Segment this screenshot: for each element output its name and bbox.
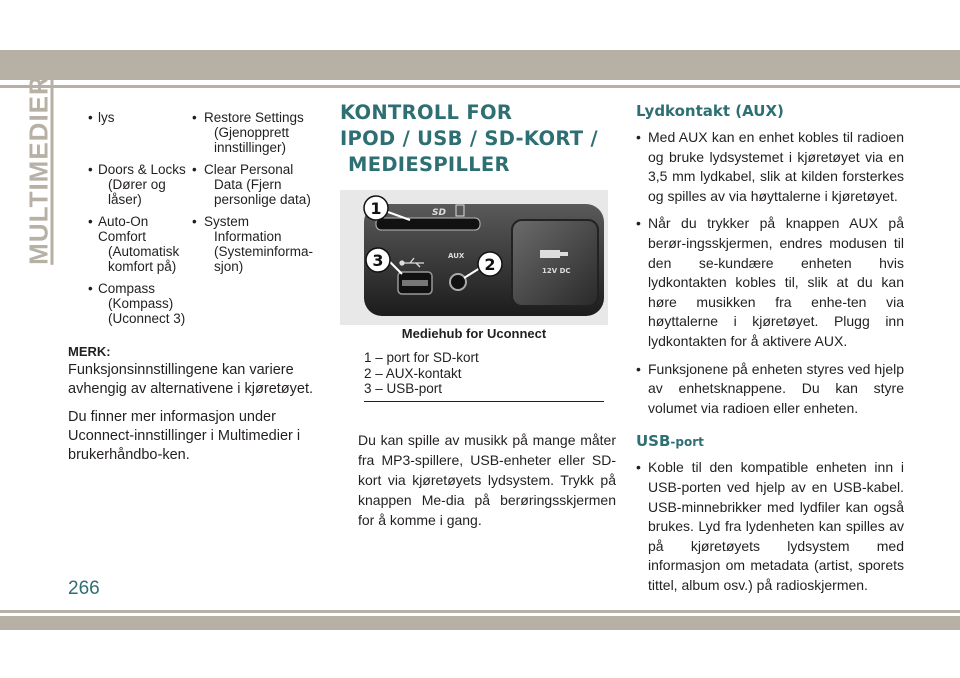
bullet-text: Med AUX kan en enhet kobles til radioen og bruke lydsystemet i kjøretøyet via en 3,5 mm lydkabel, slik at kilden forsterkes og spilles av via høyttalerne i kjøretøyet. [648, 129, 904, 204]
settings-item-line: lys [98, 110, 115, 125]
bullet-icon: • [192, 214, 197, 229]
settings-item-line: (Automatisk [108, 244, 180, 259]
settings-item [192, 162, 322, 207]
figure-legend [364, 350, 604, 397]
settings-item-line: (Systeminforma- [214, 244, 314, 259]
usb-bullet-list [636, 458, 904, 595]
usb-heading [636, 432, 904, 450]
settings-item [192, 214, 322, 274]
usb-port-tongue [402, 280, 428, 286]
note-label: MERK: [68, 344, 111, 359]
media-hub-figure [340, 190, 608, 325]
header-band [0, 50, 960, 80]
svg-text:3: 3 [372, 251, 384, 270]
legend-item-2: 2 – AUX-kontakt [364, 365, 462, 381]
sd-logo: SD [432, 208, 446, 218]
dc-label: 12V DC [542, 267, 571, 275]
aux-bullet-list [636, 128, 904, 418]
heading-line-2: IPOD / USB / SD-KORT / [340, 127, 598, 150]
settings-list [68, 110, 324, 326]
legend-rule [364, 401, 604, 402]
page-number: 266 [68, 578, 100, 599]
bullet-icon: • [636, 215, 641, 232]
settings-item-line: Auto-On Comfort [98, 214, 149, 244]
section-tab-label: MULTIMEDIER [23, 75, 54, 265]
bullet-icon: • [192, 110, 197, 125]
settings-item [68, 214, 186, 274]
settings-item-line: sjon) [214, 259, 244, 274]
settings-item-line: Doors & Locks [98, 162, 186, 177]
bullet-text: Koble til den kompatible enheten inn i USB-porten ved hjelp av en USB-kabel. USB-minnebrikker med lydfiler kan også brukes. Lyd fra lydenheten kan spilles av på kjøretøyets lydsystem med informasjon om metadata (artist, sporets tittel, album osv.) på radioskjermen. [648, 459, 904, 593]
settings-item-line: System [204, 214, 250, 229]
bullet-text: Når du trykker på knappen AUX på berør-ingsskjermen, endres modusen til den se-kundære enheten hvis lydkontakten kobles til, slik at du kan høre musikken fra enhe-ten via høyttalerne i kjøretøyet. Plugg inn lydkontakten for å aktivere AUX. [648, 215, 904, 349]
bullet-item [636, 214, 904, 351]
section-heading [340, 100, 608, 178]
sd-card-slot [376, 218, 480, 230]
bullet-item [636, 360, 904, 419]
aux-label: AUX [448, 252, 465, 260]
settings-item-line: (Uconnect 3) [108, 311, 186, 326]
footer-band [0, 616, 960, 630]
bullet-icon: • [192, 162, 197, 177]
heading-line-3: MEDIESPILLER [348, 153, 510, 176]
bullet-text: Funksjonene på enheten styres ved hjelp av enhetsknappene. Du kan styre volumet via radioen eller enheten. [648, 360, 904, 416]
column-left [68, 110, 324, 465]
header-rule [0, 85, 960, 88]
svg-text:1: 1 [370, 199, 382, 218]
svg-text:2: 2 [484, 255, 496, 274]
bullet-icon: • [636, 360, 641, 377]
settings-item-line: personlige data) [214, 192, 311, 207]
settings-item [192, 110, 322, 155]
bullet-icon: • [88, 110, 93, 125]
bullet-item [636, 128, 904, 206]
settings-item-line: Data (Fjern [214, 177, 282, 192]
aux-jack [450, 274, 466, 290]
footer-rule [0, 610, 960, 613]
bullet-icon: • [88, 162, 93, 177]
settings-item-line: komfort på) [108, 259, 177, 274]
column-right [636, 102, 904, 595]
aux-heading: Lydkontakt (AUX) [636, 102, 784, 120]
settings-item [68, 110, 186, 155]
bullet-icon: • [88, 281, 93, 296]
usb-heading-main: USB [636, 432, 671, 451]
column-middle [340, 100, 616, 528]
settings-item-line: (Dører og låser) [108, 177, 166, 207]
legend-item-1: 1 – port for SD-kort [364, 350, 479, 365]
settings-item-line: Compass [98, 281, 156, 296]
note-text: Funksjonsinnstillingene kan variere avhengig av alternativene i kjøretøyet. [68, 362, 314, 397]
power-outlet-cover [512, 220, 598, 306]
bullet-icon: • [636, 129, 641, 145]
settings-item [68, 162, 186, 207]
settings-item-line: Clear Personal [204, 162, 294, 177]
heading-line-1: KONTROLL FOR [340, 101, 513, 124]
legend-item-3: 3 – USB-port [364, 381, 443, 396]
bullet-icon: • [636, 459, 641, 476]
settings-item [68, 281, 186, 326]
settings-item-line: innstillinger) [214, 140, 287, 155]
media-paragraph: Du kan spille av musikk på mange måter fra MP3-spillere, USB-enheter eller SD-kort via kjøretøyets lydsystem. Trykk på knappen Me-dia på berøringsskjermen for å komme i gang. [358, 432, 616, 528]
settings-item-line: (Gjenopprett [214, 125, 290, 140]
bullet-item [636, 458, 904, 595]
settings-item-line: (Kompass) [108, 296, 174, 311]
info-paragraph: Du finner mer informasjon under Uconnect-innstillinger i Multimedier i brukerhåndbo-ken. [68, 409, 301, 463]
usb-heading-suffix: -port [670, 435, 704, 450]
section-tab [23, 75, 54, 265]
bullet-icon: • [88, 214, 93, 229]
settings-item-line: Restore Settings [204, 110, 304, 125]
figure-caption: Mediehub for Uconnect [401, 326, 547, 341]
settings-item-line: Information [214, 229, 282, 244]
